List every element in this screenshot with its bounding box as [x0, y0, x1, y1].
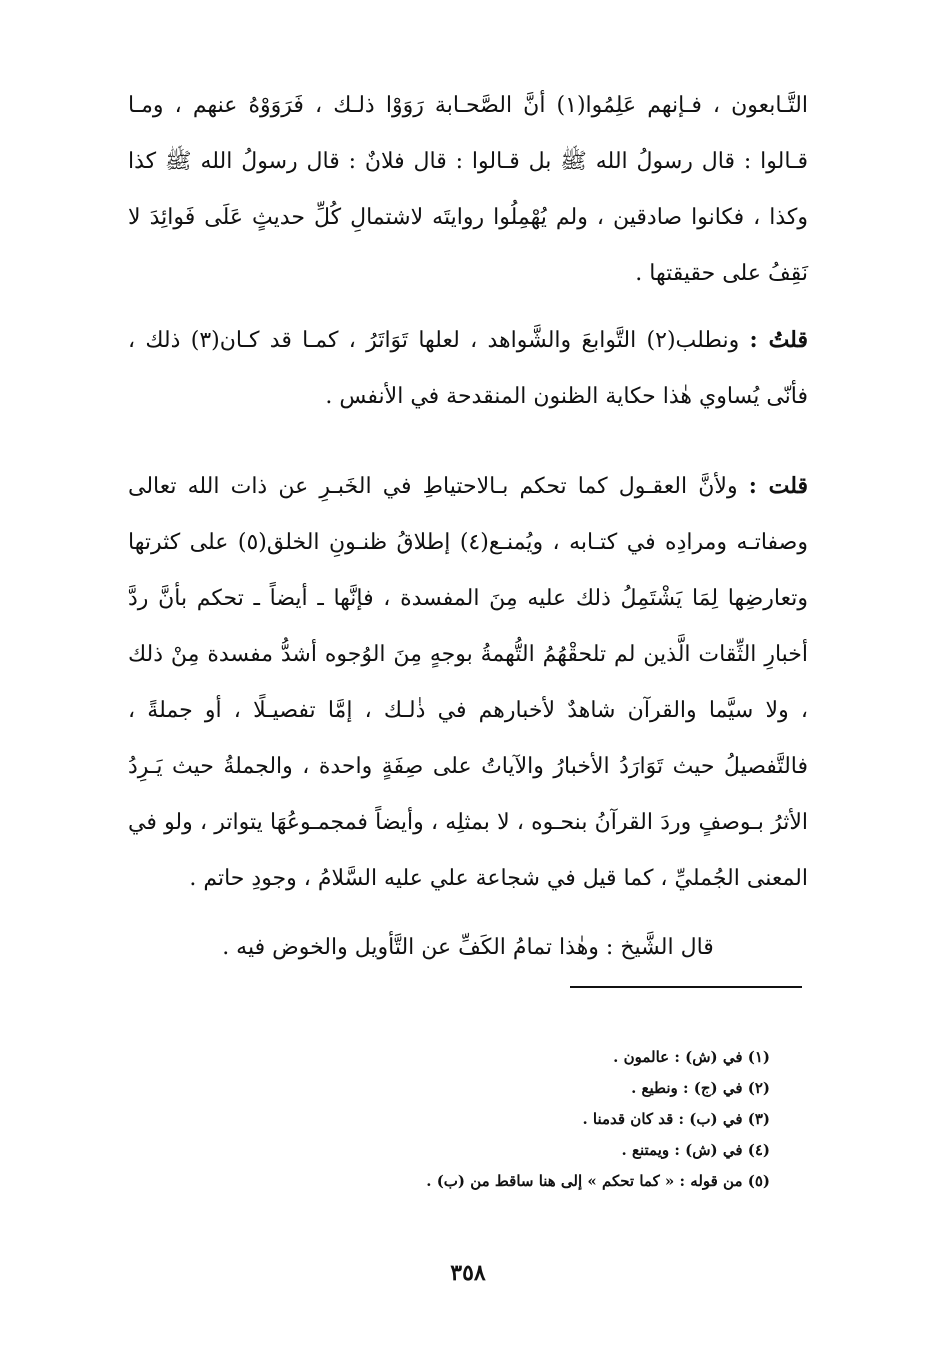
paragraph-2-text: ونطلب(٢) التَّوابعَ والشَّواهد ، لعلها تَوَاتَرُ ، كمـا قد كـان(٣) ذلك ، فأنّى يُساوي هٰذا حكاية الظنون المنقدحة في الأنفس . — [128, 328, 808, 409]
footnote-item: (٢) في (ج) : ونطيع . — [631, 1079, 770, 1097]
footnote-item: (١) في (ش) : عالمون . — [613, 1048, 770, 1066]
footnotes — [300, 1042, 770, 1197]
paragraph-3 — [128, 458, 808, 907]
paragraph-1 — [128, 78, 808, 302]
footnote-item: (٤) في (ش) : ويمتنع . — [621, 1141, 770, 1159]
paragraph-3-lead: قلت : — [748, 473, 809, 499]
page-number: ٣٥٨ — [450, 1260, 486, 1286]
footnote-item: (٣) في (ب) : قد كان قدمنا . — [582, 1110, 770, 1128]
paragraph-2-lead: قلتُ : — [749, 327, 808, 353]
closing-line: قال الشَّيخ : وهٰذا تمامُ الكَفِّ عن التَّأويل والخوض فيه . — [222, 935, 714, 960]
footnote-divider — [570, 986, 802, 988]
paragraph-1-text: التَّـابعون ، فـإنهم عَلِمُوا(١) أنَّ الصَّحـابة رَوَوْا ذلـك ، فَرَوَوْهُ عنهم ، ومـا قـالوا : قال رسولُ الله ﷺ بل قـالوا : قال فلانٌ : قال رسولُ الله ﷺ كذا وكذا ، فكانوا صادقين ، ولم يُهْمِلُوا روايتَه لاشتمالِ كُلِّ حديثٍ عَلَى فَوائِدَ لا نَقِفُ على حقيقتها . — [128, 93, 808, 286]
footnote-item: (٥) من قوله : « كما تحكم » إلى هنا ساقط من (ب) . — [426, 1172, 770, 1190]
paragraph-2 — [128, 312, 808, 425]
paragraph-3-text: ولأنَّ العقـول كما تحكم بـالاحتياطِ في الخَبـرِ عن ذات الله تعالى وصفاتـه ومرادِه في كتـابه ، ويُمنـع(٤) إطلاقُ ظنـونِ الخلق(٥) على كثرتها وتعارضِها لِمَا يَشْتَمِلُ ذلك عليه مِنَ المفسدة ، فإنَّها ـ أيضاً ـ تحكم بأنَّ ردَّ أخبارِ الثِّقات الَّذين لم تلحقْهُمُ التُّهمةُ بوجهٍ مِنَ الوُجوه أشدُّ مفسدة مِنْ ذلك ، ولا سيَّما والقرآن شاهدٌ لأخبارهم في ذٰلـك ، إمَّا تفصيـلًا ، أو جملةً ، فالتَّفصيلُ حيث تَوَارَدُ الأخبارُ والآياتُ على صِفَةٍ واحدة ، والجملةُ حيث يَـرِدُ الأثرُ بـوصفٍ وردَ القرآنُ بنحـوه ، لا بمثلِه ، وأيضاً فمجمـوعُهَا يتواتر ، ولو في المعنى الجُمليِّ ، كما قيل في شجاعة علي عليه السَّلامُ ، وجودِ حاتم . — [128, 474, 808, 891]
